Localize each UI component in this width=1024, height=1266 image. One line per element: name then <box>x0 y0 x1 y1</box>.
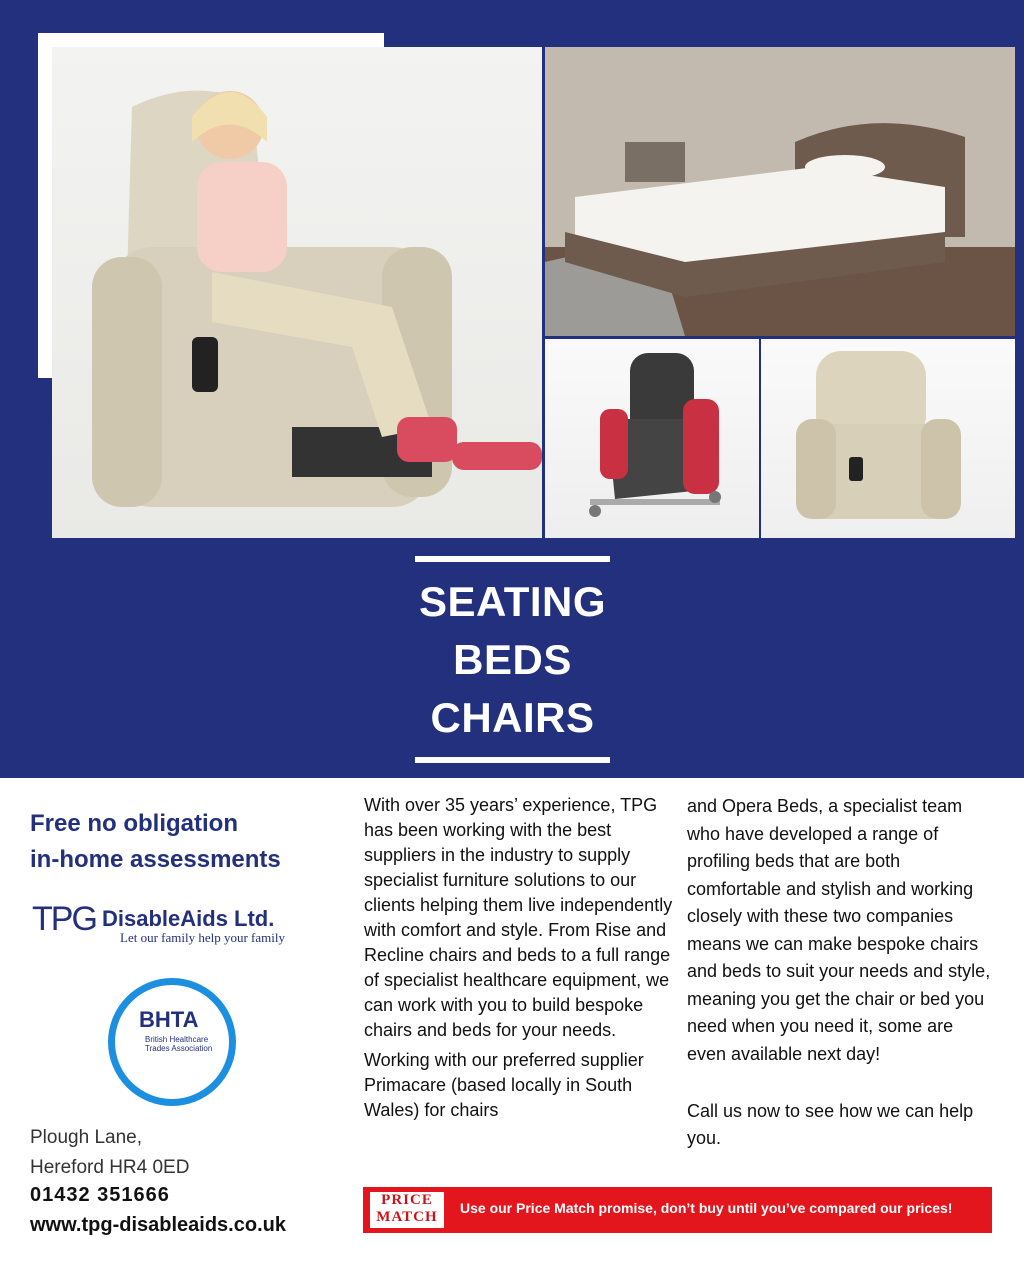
body-paragraph-3: and Opera Beds, a specialist team who have developed a range of profiling beds that are both comfortable and stylish and working closely with these two companies means we can make bespoke chairs and beds to suit your needs and style, meaning you get the chair or bed you need when you need it, some are even available next day! <box>687 796 991 1064</box>
assessment-heading <box>30 806 350 878</box>
photo-profiling-bed <box>545 47 1015 336</box>
body-column-2 <box>687 793 997 1152</box>
price-match-badge-line-2: MATCH <box>376 1209 438 1225</box>
headline-block <box>415 556 610 763</box>
tpg-brand-name: DisableAids Ltd. <box>102 906 275 931</box>
price-match-text: Use our Price Match promise, don’t buy until you’ve compared our prices! <box>460 1200 953 1216</box>
phone-number: 01432 351666 <box>30 1184 170 1206</box>
tpg-logo <box>32 900 332 970</box>
bhta-subtitle: British Healthcare Trades Association <box>145 1035 213 1053</box>
headline-rule-bottom <box>415 757 610 763</box>
body-column-1 <box>364 793 674 1123</box>
photo-riser-chair <box>761 339 1015 538</box>
assessment-line-1: Free no obligation <box>30 810 238 837</box>
body-paragraph-1: With over 35 years’ experience, TPG has been working with the best suppliers in the industry to supply specialist furniture solutions to our clients helping them live independently with comfort and style. From Rise and Recline chairs and beds to a full range of specialist healthcare equipment, we can work with you to build bespoke chairs and beds for your needs. <box>364 795 673 1040</box>
photo-care-chair <box>545 339 759 538</box>
photo-woman-recliner <box>52 47 542 538</box>
headline-chairs: CHAIRS <box>430 694 595 741</box>
address-line-1: Plough Lane, <box>30 1127 142 1148</box>
address-line-2: Hereford HR4 0ED <box>30 1157 190 1178</box>
body-paragraph-2: Working with our preferred supplier Primacare (based locally in South Wales) for chairs <box>364 1050 644 1120</box>
price-match-badge-line-1: PRICE <box>381 1192 433 1208</box>
headline-rule-top <box>415 556 610 562</box>
website-link[interactable]: www.tpg-disableaids.co.uk <box>30 1214 286 1236</box>
tpg-wheelchair-mark: TPG <box>32 900 96 938</box>
bhta-title: BHTA <box>139 1007 199 1032</box>
headline-seating: SEATING <box>418 578 607 625</box>
assessment-line-2: in-home assessments <box>30 846 281 873</box>
tpg-tagline: Let our family help your family <box>120 930 285 945</box>
headline-beds: BEDS <box>453 636 572 683</box>
bhta-logo <box>108 978 236 1106</box>
price-match-badge <box>368 1190 446 1230</box>
body-paragraph-call-us: Call us now to see how we can help you. <box>687 1101 974 1148</box>
